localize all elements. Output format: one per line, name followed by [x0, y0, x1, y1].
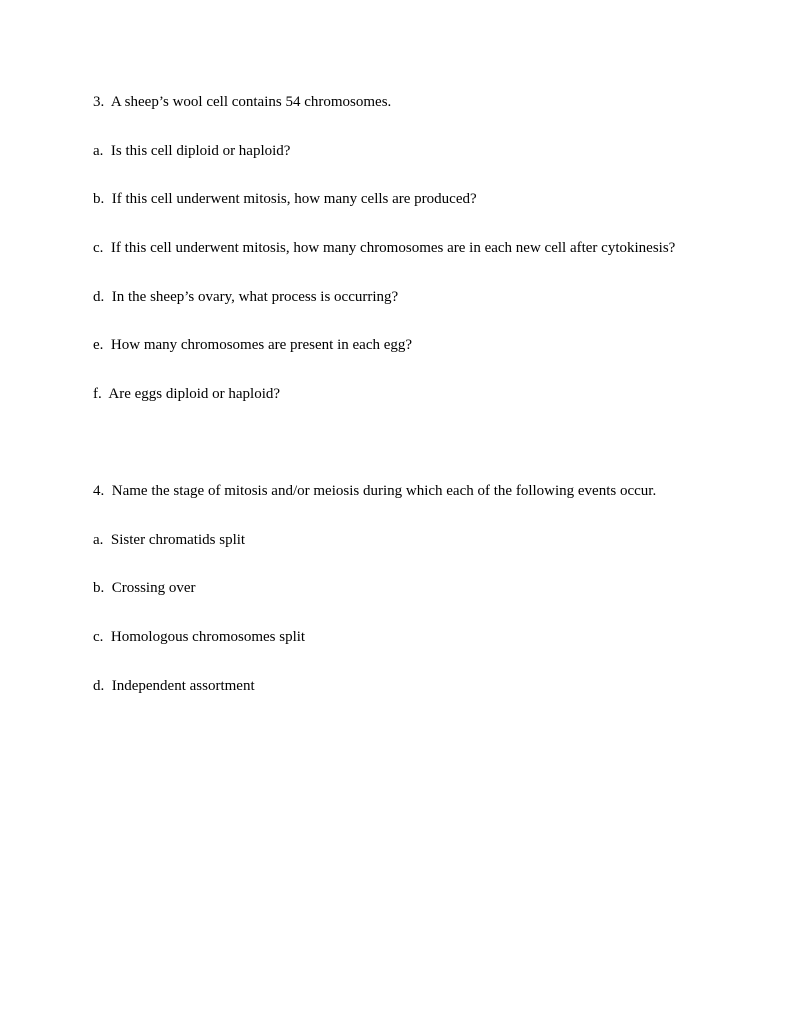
question-3-part-f: f. Are eggs diploid or haploid?	[93, 386, 281, 402]
question-4-part-d: d. Independent assortment	[93, 678, 255, 694]
question-3-part-c: c. If this cell underwent mitosis, how many chromosomes are in each new cell after cytokinesis?	[93, 240, 676, 256]
question-4-prompt: 4. Name the stage of mitosis and/or meiosis during which each of the following events occur.	[93, 483, 657, 499]
question-4-part-c: c. Homologous chromosomes split	[93, 629, 306, 645]
question-3-part-b: b. If this cell underwent mitosis, how many cells are produced?	[93, 191, 477, 207]
question-3-part-d: d. In the sheep’s ovary, what process is occurring?	[93, 289, 399, 305]
question-3-part-e: e. How many chromosomes are present in each egg?	[93, 337, 413, 353]
question-4-part-a: a. Sister chromatids split	[93, 532, 246, 548]
question-3-prompt: 3. A sheep’s wool cell contains 54 chromosomes.	[93, 94, 392, 110]
question-3-part-a: a. Is this cell diploid or haploid?	[93, 143, 291, 159]
question-4-part-b: b. Crossing over	[93, 580, 196, 596]
